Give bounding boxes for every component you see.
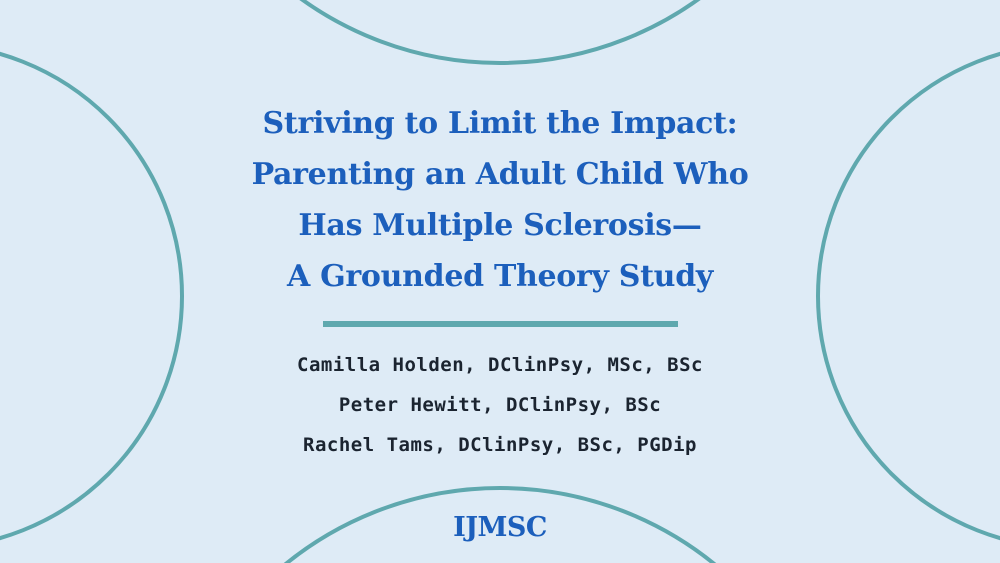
author-name: Camilla Holden, DClinPsy, MSc, BSc [297,354,703,376]
author-list [150,345,850,465]
title-line-3: Has Multiple Sclerosis— [298,208,702,243]
title-divider [323,321,678,327]
title-line-4: A Grounded Theory Study [286,259,714,294]
author-name: Rachel Tams, DClinPsy, BSc, PGDip [303,434,697,456]
top-arc [160,0,840,63]
author-name: Peter Hewitt, DClinPsy, BSc [338,394,662,416]
title-line-1: Striving to Limit the Impact: [262,106,738,141]
slide-title [150,98,850,302]
journal-name: IJMSC [453,512,547,543]
title-line-2: Parenting an Adult Child Who [251,157,749,192]
